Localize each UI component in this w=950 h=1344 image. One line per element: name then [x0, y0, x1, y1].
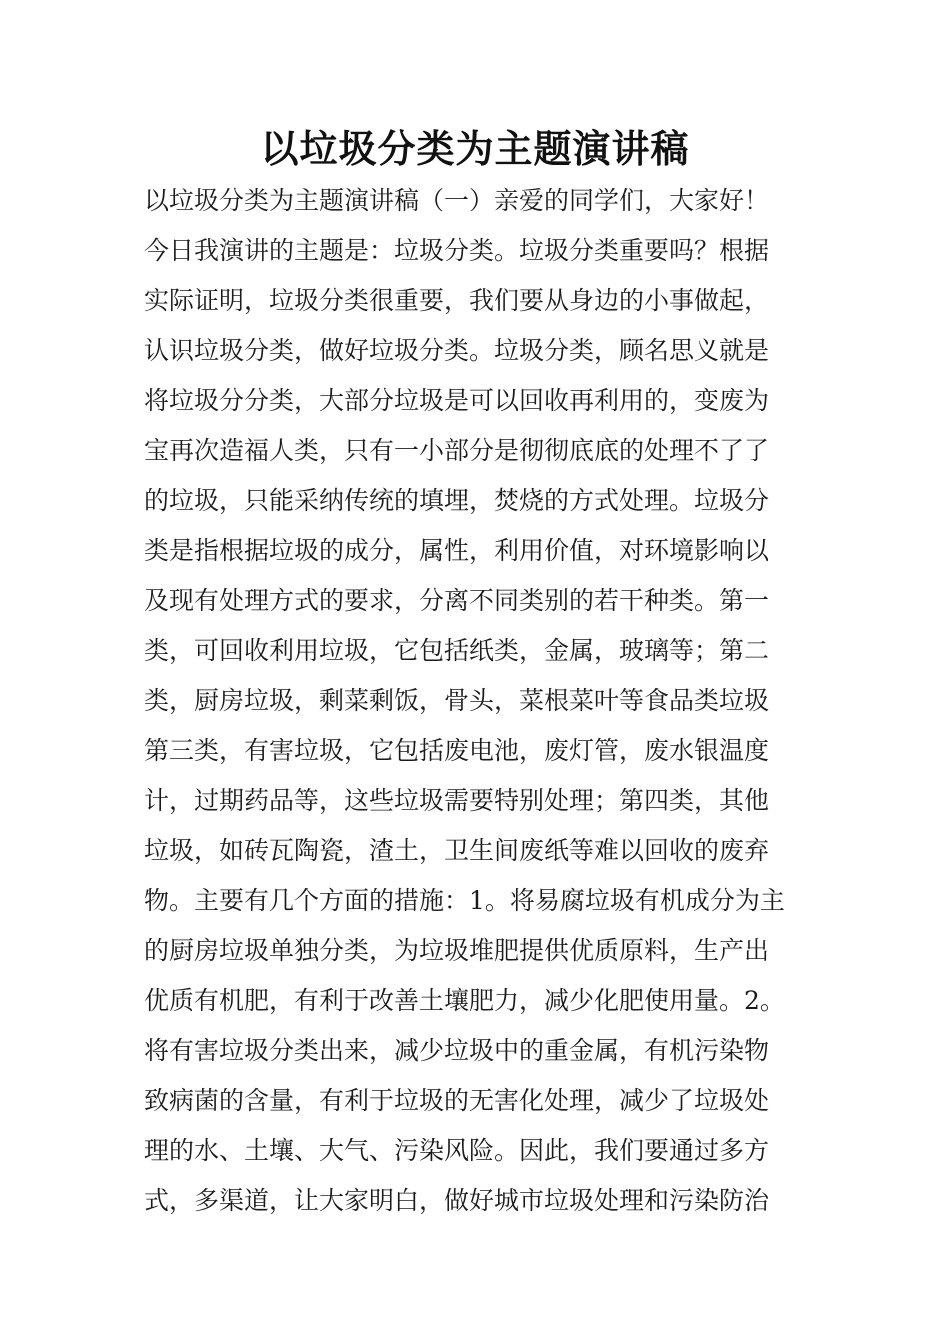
- body-text-line: 的厨房垃圾单独分类，为垃圾堆肥提供优质原料，生产出: [144, 936, 770, 965]
- body-text-line: 实际证明，垃圾分类很重要，我们要从身边的小事做起，: [144, 286, 770, 315]
- body-text-line: 将垃圾分分类，大部分垃圾是可以回收再利用的，变废为: [144, 386, 770, 415]
- body-text-line: 的垃圾，只能采纳传统的填埋，焚烧的方式处理。垃圾分: [144, 486, 770, 515]
- body-text-line: 及现有处理方式的要求，分离不同类别的若干种类。第一: [144, 586, 770, 615]
- document-body: [144, 176, 824, 1226]
- body-text-line: 宝再次造福人类，只有一小部分是彻彻底底的处理不了了: [144, 436, 770, 465]
- body-text-line: 垃圾，如砖瓦陶瓷，渣土，卫生间废纸等难以回收的废弃: [144, 836, 770, 865]
- body-text-line: 类，可回收利用垃圾，它包括纸类，金属，玻璃等；第二: [144, 636, 770, 665]
- body-text-line: 优质有机肥，有利于改善土壤肥力，减少化肥使用量。2。: [144, 986, 785, 1015]
- body-text-line: 理的水、土壤、大气、污染风险。因此，我们要通过多方: [144, 1136, 770, 1165]
- body-text-line: 计，过期药品等，这些垃圾需要特别处理；第四类，其他: [144, 786, 770, 815]
- body-text-line: 致病菌的含量，有利于垃圾的无害化处理，减少了垃圾处: [144, 1086, 770, 1115]
- body-text-line: 类，厨房垃圾，剩菜剩饭，骨头，菜根菜叶等食品类垃圾: [144, 686, 770, 715]
- body-text-line: 今日我演讲的主题是：垃圾分类。垃圾分类重要吗？根据: [144, 236, 770, 265]
- document-title: 以垃圾分类为主题演讲稿: [260, 126, 690, 171]
- body-text-line: 第三类，有害垃圾，它包括废电池，废灯管，废水银温度: [144, 736, 770, 765]
- body-text-line: 认识垃圾分类，做好垃圾分类。垃圾分类，顾名思义就是: [144, 336, 770, 365]
- body-text-line: 以垃圾分类为主题演讲稿（一）亲爱的同学们，大家好！: [144, 186, 770, 215]
- body-text-line: 类是指根据垃圾的成分，属性，利用价值，对环境影响以: [144, 536, 770, 565]
- body-text-line: 物。主要有几个方面的措施：1。将易腐垃圾有机成分为主: [144, 886, 785, 915]
- body-text-line: 将有害垃圾分类出来，减少垃圾中的重金属，有机污染物: [144, 1036, 770, 1065]
- body-text-line: 式，多渠道，让大家明白，做好城市垃圾处理和污染防治: [144, 1186, 770, 1215]
